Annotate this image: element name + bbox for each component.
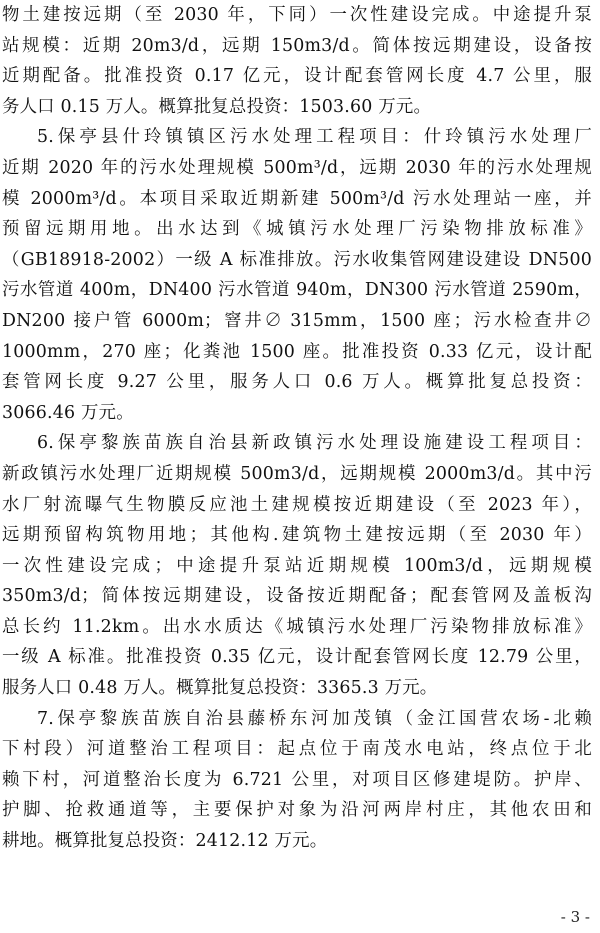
text-line: 总长约 11.2km。出水水质达《城镇污水处理厂污染物排放标准》	[2, 616, 592, 637]
paragraph-item-7	[2, 704, 592, 857]
text-line: 6.保亭黎族苗族自治县新政镇污水处理设施建设工程项目：	[37, 433, 592, 454]
text-line: 服务人口 0.48 万人。概算批复总投资：3365.3 万元。	[2, 678, 438, 699]
text-line: 水厂射流曝气生物膜反应池土建规模按近期建设（至 2023 年），	[2, 494, 592, 515]
text-line: 一级 A 标准。批准投资 0.35 亿元，设计配套管网长度 12.79 公里，	[2, 647, 592, 668]
text-line: 赖下村，河道整治长度为 6.721 公里，对项目区修建堤防。护岸、	[2, 769, 592, 790]
text-line: 近期配备。批准投资 0.17 亿元，设计配套管网长度 4.7 公里，服	[2, 66, 592, 87]
text-line: 新政镇污水处理厂近期规模 500m3/d，远期规模 2000m3/d。其中污	[2, 463, 592, 484]
page-number: - 3 -	[560, 908, 590, 926]
text-line: 远期预留构筑物用地；其他构.建筑物土建按远期（至 2030 年）	[2, 525, 592, 546]
text-line: DN200 接户管 6000m；窨井∅ 315mm，1500 座；污水检查井∅	[2, 310, 592, 331]
text-line: 一次性建设完成；中途提升泵站近期规模 100m3/d，远期规模	[2, 555, 592, 576]
text-line: 护脚、抢救通道等，主要保护对象为沿河两岸村庄，其他农田和	[2, 800, 592, 821]
text-line: 污水管道 400m，DN400 污水管道 940m，DN300 污水管道 2590m，	[2, 280, 592, 301]
text-line: 3066.46 万元。	[2, 402, 134, 423]
paragraph-item-6	[2, 428, 592, 703]
text-line: 7.保亭黎族苗族自治县藤桥东河加茂镇（金江国营农场-北赖	[37, 708, 592, 729]
text-line: 5.保亭县什玲镇镇区污水处理工程项目：什玲镇污水处理厂	[37, 127, 592, 148]
text-line: 1000mm，270 座；化粪池 1500 座。批准投资 0.33 亿元，设计配	[2, 341, 592, 362]
text-line: 务人口 0.15 万人。概算批复总投资：1503.60 万元。	[2, 96, 432, 117]
text-line: 近期 2020 年的污水处理规模 500m³/d，远期 2030 年的污水处理规	[2, 157, 592, 178]
document-page	[2, 0, 592, 857]
paragraph-item-5	[2, 122, 592, 428]
text-line: （GB18918-2002）一级 A 标准排放。污水收集管网建设建设 DN500	[2, 249, 592, 270]
text-line: 350m3/d；简体按远期建设，设备按近期配备；配套管网及盖板沟	[2, 586, 592, 607]
text-line: 套管网长度 9.27 公里，服务人口 0.6 万人。概算批复总投资：	[2, 372, 592, 393]
paragraph-continuation	[2, 0, 592, 122]
text-line: 站规模：近期 20m3/d，远期 150m3/d。简体按远期建设，设备按	[2, 35, 592, 56]
text-line: 模 2000m³/d。本项目采取近期新建 500m³/d 污水处理站一座，并	[2, 188, 592, 209]
text-line: 预留远期用地。出水达到《城镇污水处理厂污染物排放标准》	[2, 219, 592, 240]
text-line: 耕地。概算批复总投资：2412.12 万元。	[2, 831, 328, 852]
text-line: 物土建按远期（至 2030 年，下同）一次性建设完成。中途提升泵	[2, 5, 592, 25]
text-line: 下村段）河道整治工程项目：起点位于南茂水电站，终点位于北	[2, 739, 592, 760]
